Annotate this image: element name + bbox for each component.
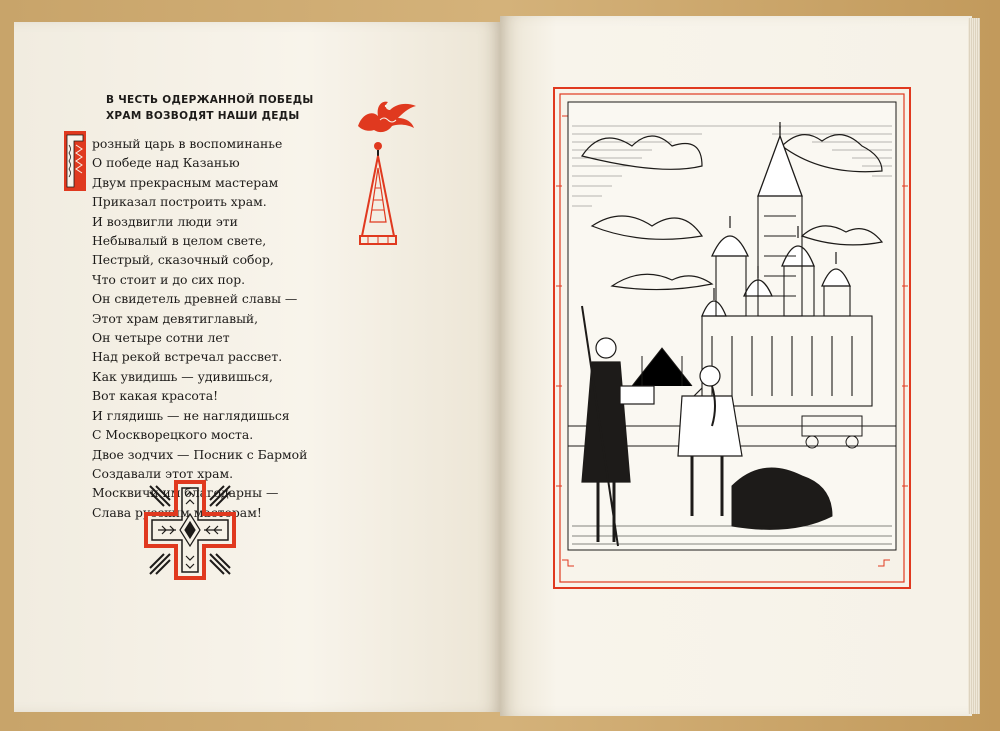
poem-line: Вот какая красота! xyxy=(92,388,219,404)
poem-line: Небывалый в целом свете, xyxy=(92,233,267,249)
poem-line: Что стоит и до сих пор. xyxy=(92,271,246,287)
poem-line: Над рекой встречал рассвет. xyxy=(92,349,283,365)
poem-line: Он четыре сотни лет xyxy=(92,330,230,346)
dropcap xyxy=(64,131,86,191)
poem-line: Москвичи им благодарны — xyxy=(92,485,279,501)
poem-line: Приказал построить храм. xyxy=(92,194,267,210)
poem-line: И воздвигли люди эти xyxy=(92,213,238,229)
poem-line: О победе над Казанью xyxy=(92,155,240,171)
poem-line: И глядишь — не наглядишься xyxy=(92,407,290,423)
heading-line: В ЧЕСТЬ ОДЕРЖАННОЙ ПОБЕДЫ xyxy=(106,94,314,106)
poem-line: Двое зодчих — Посник с Бармой xyxy=(92,446,308,462)
poem-line: Пестрый, сказочный собор, xyxy=(92,252,274,268)
firebird-icon xyxy=(352,96,422,138)
poem-line: Слава русским мастерам! xyxy=(92,504,262,520)
poem-line: розный царь в воспоминанье xyxy=(92,136,283,151)
poem-line: Этот храм девятиглавый, xyxy=(92,310,259,326)
poem-line: С Москворецкого моста. xyxy=(92,427,254,443)
poem-line: Он свидетель древней славы — xyxy=(92,291,298,307)
heading-line: ХРАМ ВОЗВОДЯТ НАШИ ДЕДЫ xyxy=(106,110,300,122)
poem-text xyxy=(92,134,307,522)
poem-line: Создавали этот храм. xyxy=(92,465,234,481)
cathedral-engraving-illustration xyxy=(552,86,912,590)
cross-ornament-icon xyxy=(142,478,238,582)
spire-icon xyxy=(358,140,398,246)
page-edges xyxy=(968,18,980,714)
poem-heading xyxy=(106,92,314,124)
poem-line: Двум прекрасным мастерам xyxy=(92,174,279,190)
poem-line: Как увидишь — удивишься, xyxy=(92,368,273,384)
